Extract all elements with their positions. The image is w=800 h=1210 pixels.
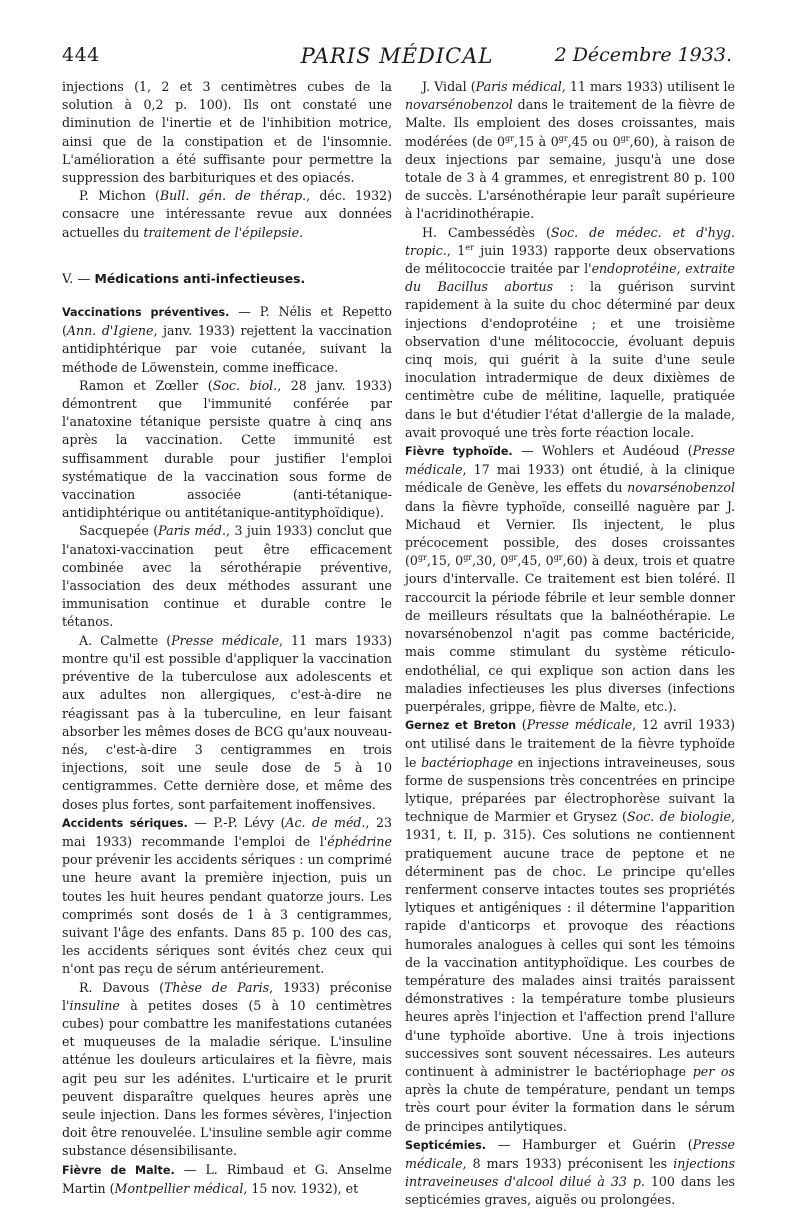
paragraph-vidal: J. Vidal (Paris médical, 11 mars 1933) utilisent le novarsénobenzol dans le traitement de la fièvre de Malte. Ils emploient des doses croissantes, mais modérées (de $0^{gr},15$ à $0^{gr},45$ ou $0^{gr},60$), à raison de deux injections par semaine, jusqu'à une dose totale de 3 à 4 grammes, et enregistrent 80 p. 100 de succès. L'arsénothérapie leur paraît supérieure à l'acridinothérapie. (405, 79, 736, 222)
paragraph-cambessedes: H. Cambessédès (Soc. de médec. et d'hyg. tropic., 1er juin 1933) rapporte deux observations de mélitococcie traitée par l'endoprotéine, extraite du Bacillus abortus : la guérison survint rapidement à la suite du choc déterminé par deux injections d'endoprotéine ; et une troisième observation d'une mélitococcie, évoluant depuis cinq mois, qui guérit à la suite d'une seule inoculation intradermique de deux dixièmes de centimètre cube de mélitine, laquelle, pratiquée dans le but d'étudier l'état d'allergie de la malade, avait provoqué une très forte réaction locale. (405, 224, 736, 440)
paragraph-davous: R. Davous (Thèse de Paris, 1933) préconise l'insuline à petites doses (5 à 10 centimètres cubes) pour combattre les manifestations cutanées et muqueuses de la maladie sérique. L'insuline atténue les douleurs articulaires et la fièvre, mais agit peu sur les adénites. L'urticaire et le prurit peuvent disparaître quelques heures après une seule injection. Dans les formes sévères, l'injection doit être renouvelée. L'insuline semble agir comme substance désensibilisante. (62, 979, 393, 1159)
paragraph-calmette: A. Calmette (Presse médicale, 11 mars 1933) montre qu'il est possible d'appliquer la vaccination préventive de la tuberculose aux adolescents et aux adultes non allergiques, c'est-à-dire ne réagissant pas à la tuberculine, en leur faisant absorber les mêmes doses de BCG qu'aux nouveau-nés, c'est-à-dire 3 centigrammes en trois injections, soit une seule dose de 5 à 10 centigrammes. Cette dernière dose, et même des doses plus fortes, sont parfaitement inoffensives. (62, 632, 392, 812)
page-number: 444 (62, 44, 100, 66)
paragraph-sacquepee: Sacquepée (Paris méd., 3 juin 1933) conclut que l'anatoxi-vaccination peut être efficacement combinée avec la sérothérapie préventive, l'association des deux méthodes assurant une immunisation continue et durable contre le tétanos. (62, 523, 393, 630)
issue-date: 2 Décembre 1933. (554, 44, 732, 66)
paragraph-malte: Fièvre de Malte. — L. Rimbaud et G. Anselme Martin (Montpellier médical, 15 nov. 1932), et (62, 1161, 392, 1196)
paragraph-vaccinations: Vaccinations préventives. — P. Nélis et Repetto (Ann. d'Igiene, janv. 1933) rejettent la vaccination antidiphtérique par voie cutanée, suivant la méthode de Löwenstein, comme inefficace. (62, 304, 392, 375)
subheading-vaccinations: Vaccinations préventives. (62, 306, 230, 320)
subheading-gernez: Gernez et Breton (405, 719, 517, 733)
left-column (62, 78, 392, 1198)
page-header (62, 44, 732, 74)
subheading-accidents: Accidents sériques. (62, 816, 188, 830)
right-column (405, 78, 735, 1210)
paragraph-septicemies: Septicémies. — Hamburger et Guérin (Presse médicale, 8 mars 1933) préconisent les injections intraveineuses d'alcool dilué à 33 p. 100 dans les septicémies graves, aiguës ou prolongées. (405, 1136, 735, 1208)
paragraph-gernez: Gernez et Breton (Presse médicale, 12 avril 1933) ont utilisé dans le traitement de la fièvre typhoïde le bactériophage en injections intraveineuses, sous forme de suspensions très concentrées en principe lytique, préparées par électrophorèse suivant la technique de Marmier et Grysez (Soc. de biologie, 1931, t. II, p. 315). Ces solutions ne contiennent pratiquement aucune trace de peptone et ne déterminent pas de choc. Le principe qu'elles renferment conserve intactes toutes ses propriétés lytiques et antigéniques : il détermine l'apparition rapide d'anticorps et provoque des réactions humorales analogues à celles qui sont les témoins de la vaccination antityphoïdique. Les courbes de température des malades ainsi traités paraissent démonstratives : la température tombe plusieurs heures après l'injection et l'affection prend l'allure d'une typhoïde abortive. Une à trois injections successives sont souvent nécessaires. Les auteurs continuent à administrer le bactériophage per os après la chute de température, pendant un temps très court pour éviter la formation dans le sérum de principes antilytiques. (405, 717, 736, 1134)
journal-title: PARIS MÉDICAL (300, 44, 494, 68)
paragraph-ramon: Ramon et Zœller (Soc. biol., 28 janv. 1933) démontrent que l'immunité conférée par l'anatoxine tétanique persiste quatre à cinq ans après la vaccination. Cette immunité est suffisamment durable pour justifier l'emploi systématique de la vaccination sous forme de vaccination associée (anti-tétanique-antidiphtérique ou antitétanique-antityphoïdique). (62, 377, 392, 521)
subheading-malte: Fièvre de Malte. (62, 1163, 175, 1177)
paragraph-michon: P. Michon (Bull. gén. de thérap., déc. 1932) consacre une intéressante revue aux données actuelles du traitement de l'épilepsie. (62, 188, 393, 240)
subheading-septicemies: Septicémies. (405, 1138, 487, 1152)
subheading-typhoide: Fièvre typhoïde. (405, 445, 513, 459)
paragraph-accidents: Accidents sériques. — P.-P. Lévy (Ac. de méd., 23 mai 1933) recommande l'emploi de l'éphédrine pour prévenir les accidents sériques : un comprimé une heure avant la première injection, puis un toutes les huit heures pendant quatorze jours. Les comprimés sont dosés de 1 à 3 centigrammes, suivant l'âge des enfants. Dans 85 p. 100 des cas, les accidents sériques sont évités chez ceux qui n'ont pas reçu de sérum antérieurement. (62, 814, 392, 977)
paragraph-continuation: injections (1, 2 et 3 centimètres cubes de la solution à 0,2 p. 100). Ils ont constaté une diminution de l'inertie et de l'inhibition motrice, ainsi que de la constipation et de l'insomnie. L'amélioration a été suffisante pour permettre la suppression des barbituriques et des opiacés. (62, 79, 392, 186)
section-heading: V. — Médications anti-infectieuses. (62, 270, 306, 287)
paragraph-typhoide: Fièvre typhoïde. — Wohlers et Audéoud (Presse médicale, 17 mai 1933) ont étudié, à la clinique médicale de Genève, les effets du novarsénobenzol dans la fièvre typhoïde, conseillé naguère par J. Michaud et Vernier. Ils injectent, le plus précocement possible, des doses croissantes ($0^{gr},15$, $0^{gr},30$, $0^{gr},45$, $0^{gr},60$) à deux, trois et quatre jours d'intervalle. Ce traitement est bien toléré. Il raccourcit la période fébrile et leur semble donner de meilleurs résultats que la balnéothérapie. Le novarsénobenzol n'agit pas comme bactéricide, mais comme stimulant du système réticulo-endothélial, ce qui explique son action dans les maladies infectieuses les plus diverses (infections puerpérales, grippe, fièvre de Malte, etc.). (405, 443, 735, 714)
